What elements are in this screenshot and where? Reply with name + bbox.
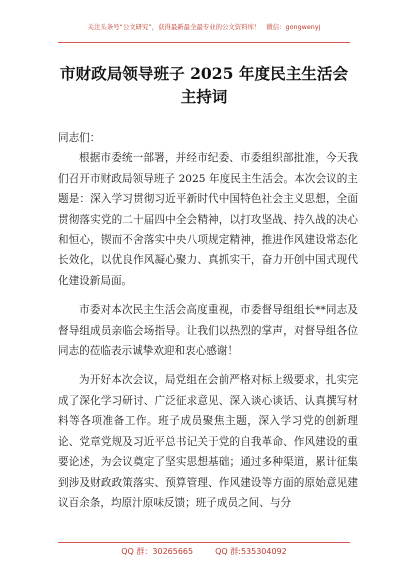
document-title-line2: 主持词 [180, 87, 228, 106]
paragraph-spacer [58, 361, 358, 370]
paragraph-spacer [58, 291, 358, 300]
paragraph-opening: 根据市委统一部署，并经市纪委、市委组织部批准，今天我们召开市财政局领导班子 2025 年度民主生活会。本次会议的主题是：深入学习贯彻习近平新时代中国特色社会主义思想，全面贯彻落实党的二十届四中全会精神，以打攻坚战、持久战的决心和恒心，锲而不舍落实中央八项规定精神，推进作风建设常态化长效化，以优良作风凝心聚力、真抓实干，奋力开创中国式现代化建设新局面。 [58, 152, 358, 287]
header-wechat-id: 微信：gongwenyj [266, 23, 321, 31]
header-divider [58, 42, 350, 43]
footer-qq-group-1: QQ 群：30265665 [121, 547, 194, 556]
footer-contacts [0, 546, 408, 557]
document-body [58, 128, 358, 513]
footer-qq-group-2: QQ 群:535304092 [215, 547, 287, 556]
header-banner [0, 22, 408, 31]
header-promo-text: 关注头条号“公文研究”，获得最新最全最专业的公文资料库！ [87, 23, 261, 31]
footer-divider [58, 542, 350, 543]
document-title-line1: 市财政局领导班子 2025 年度民主生活会 [59, 64, 349, 83]
document-title [40, 62, 368, 108]
paragraph-preparation: 为开好本次会议，局党组在会前严格对标上级要求，扎实完成了深化学习研讨、广泛征求意见、深入谈心谈话、认真撰写材料等各项准备工作。班子成员聚焦主题，深入学习党的创新理论、党章党规及习近平总书记关于党的自我革命、作风建设的重要论述，为会议奠定了坚实思想基础；通过多种渠道，累计征集到涉及财政政策落实、预算管理、作风建设等方面的原始意见建议百余条，均原汁原味反馈；班子成员之间、与分 [58, 374, 358, 509]
salutation: 同志们： [58, 132, 101, 144]
paragraph-welcome: 市委对本次民主生活会高度重视，市委督导组组长**同志及督导组成员亲临会场指导。让我们以热烈的掌声，对督导组各位同志的莅临表示诚挚欢迎和衷心感谢！ [58, 304, 358, 358]
